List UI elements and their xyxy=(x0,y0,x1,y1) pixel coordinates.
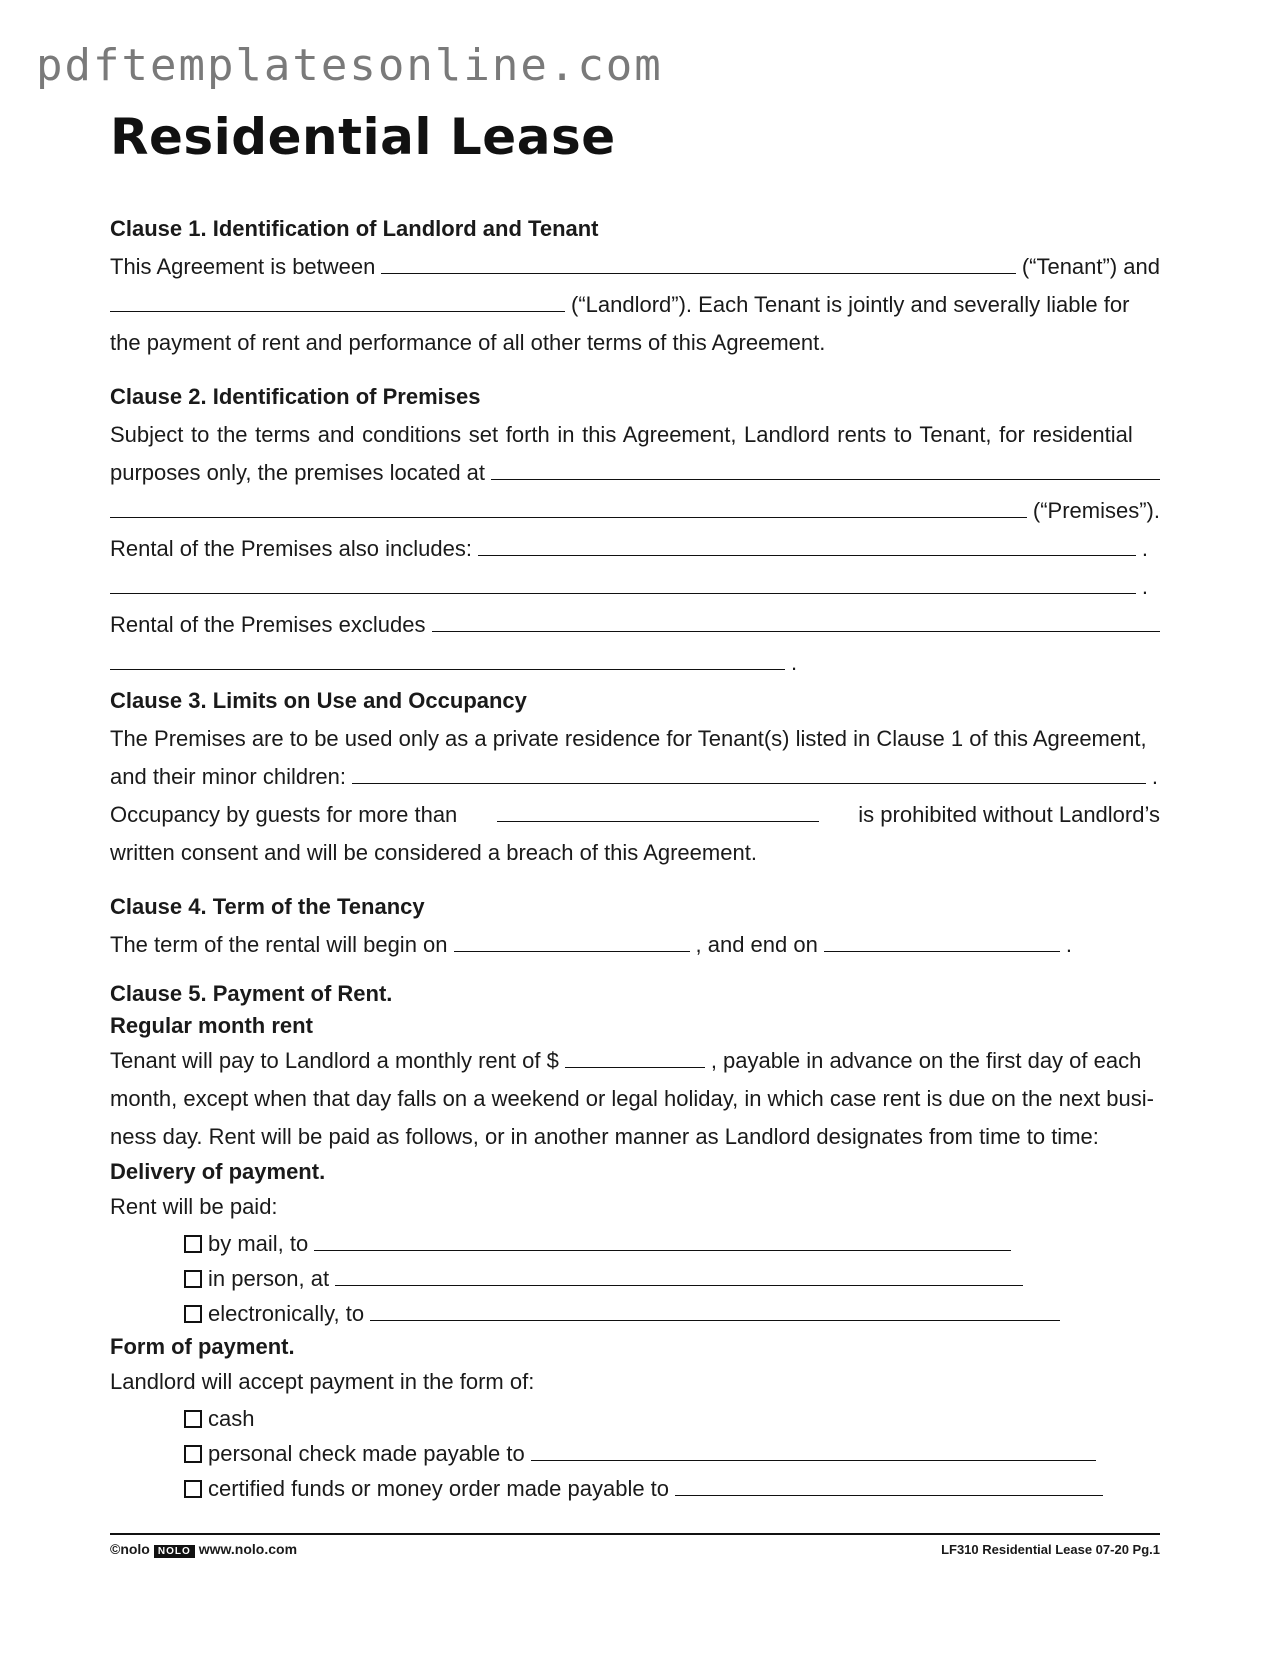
clause-2-text: Subject to the terms and conditions set forth in this Agreement, Landlord rents to Tenant, for residential xyxy=(110,422,1133,447)
excludes-field[interactable] xyxy=(432,609,1161,632)
clause-1-text: This Agreement is between xyxy=(110,254,376,279)
term-start-field[interactable] xyxy=(454,929,690,952)
delivery-intro xyxy=(110,1188,1160,1226)
nolo-logo-badge: NOLO xyxy=(154,1545,195,1558)
certified-payee-field[interactable] xyxy=(675,1473,1103,1496)
clause-5-heading: Clause 5. Payment of Rent. xyxy=(110,981,393,1006)
term-end-field[interactable] xyxy=(824,929,1060,952)
electronic-address-field[interactable] xyxy=(370,1298,1060,1321)
clause-3-line-1 xyxy=(110,720,1160,758)
form-code: LF310 Residential Lease 07-20 Pg.1 xyxy=(941,1542,1160,1557)
footer-left xyxy=(110,1541,297,1558)
certified-checkbox[interactable] xyxy=(184,1480,202,1498)
clause-1-text: (“Tenant”) and xyxy=(1021,254,1160,279)
clause-3-line-3 xyxy=(110,796,1160,834)
clause-5-text: month, except when that day falls on a weekend or legal holiday, in which case rent is due on the next busi- xyxy=(110,1086,1154,1111)
watermark-text: pdftemplatesonline.com xyxy=(36,40,663,91)
form-intro xyxy=(110,1363,1160,1401)
clause-1-text: the payment of rent and performance of all other terms of this Agreement. xyxy=(110,330,826,355)
in-person-address-field[interactable] xyxy=(335,1263,1023,1286)
clause-1-line-1 xyxy=(110,248,1160,286)
clause-2-text: Rental of the Premises excludes xyxy=(110,612,426,637)
check-label: personal check made payable to xyxy=(208,1441,525,1466)
period: . xyxy=(1141,574,1148,599)
clause-2-line-5 xyxy=(110,568,1160,606)
delivery-intro-text: Rent will be paid: xyxy=(110,1194,278,1219)
period: . xyxy=(791,650,798,675)
premises-address-field[interactable] xyxy=(491,457,1160,480)
guest-limit-field[interactable] xyxy=(497,799,819,822)
clause-5-line-3 xyxy=(110,1118,1160,1156)
premises-address-field-2[interactable] xyxy=(110,495,1027,518)
clause-1-text: (“Landlord”). Each Tenant is jointly and severally liable for xyxy=(571,292,1130,317)
check-checkbox[interactable] xyxy=(184,1445,202,1463)
check-payee-field[interactable] xyxy=(531,1438,1096,1461)
clause-5-text: ness day. Rent will be paid as follows, or in another manner as Landlord designates from time to time: xyxy=(110,1124,1099,1149)
clause-2-line-1 xyxy=(110,416,1160,454)
delivery-option-mail xyxy=(110,1226,1160,1261)
clause-4-heading: Clause 4. Term of the Tenancy xyxy=(110,894,425,919)
form-subheading: Form of payment. xyxy=(110,1334,295,1359)
monthly-rent-field[interactable] xyxy=(565,1045,705,1068)
clause-3-text: is prohibited without Landlord’s xyxy=(858,802,1160,827)
clause-3-text: Occupancy by guests for more than xyxy=(110,802,458,827)
clause-5-line-1 xyxy=(110,1042,1160,1080)
electronic-checkbox[interactable] xyxy=(184,1305,202,1323)
form-option-certified xyxy=(110,1471,1160,1506)
clause-5-text: , payable in advance on the first day of each xyxy=(710,1048,1142,1073)
period: . xyxy=(1065,932,1072,957)
form-intro-text: Landlord will accept payment in the form of: xyxy=(110,1369,535,1394)
form-option-cash xyxy=(110,1401,1160,1436)
clause-3-line-4 xyxy=(110,834,1160,872)
cash-label: cash xyxy=(208,1406,255,1431)
in-person-checkbox[interactable] xyxy=(184,1270,202,1288)
clause-2-heading: Clause 2. Identification of Premises xyxy=(110,384,481,409)
landlord-name-field[interactable] xyxy=(110,289,565,312)
cash-checkbox[interactable] xyxy=(184,1410,202,1428)
period: . xyxy=(1151,764,1158,789)
clause-1-line-2 xyxy=(110,286,1160,324)
clause-5-line-2 xyxy=(110,1080,1160,1118)
clause-2-line-7 xyxy=(110,644,1160,682)
clause-2-text: (“Premises”). xyxy=(1032,498,1160,523)
electronic-label: electronically, to xyxy=(208,1301,365,1326)
clause-3-heading: Clause 3. Limits on Use and Occupancy xyxy=(110,688,527,713)
clause-1-heading: Clause 1. Identification of Landlord and Tenant xyxy=(110,216,599,241)
nolo-url-link[interactable]: www.nolo.com xyxy=(198,1541,298,1557)
clause-4-text: The term of the rental will begin on xyxy=(110,932,448,957)
excludes-field-2[interactable] xyxy=(110,647,785,670)
delivery-option-person xyxy=(110,1261,1160,1296)
certified-label: certified funds or money order made payable to xyxy=(208,1476,670,1501)
regular-rent-subheading: Regular month rent xyxy=(110,1013,313,1038)
clause-2-line-3 xyxy=(110,492,1160,530)
mail-label: by mail, to xyxy=(208,1231,309,1256)
clause-2-line-4 xyxy=(110,530,1160,568)
page-footer xyxy=(110,1533,1160,1558)
clause-1-line-3 xyxy=(110,324,1160,362)
clause-2-text: purposes only, the premises located at xyxy=(110,460,486,485)
clause-3-text: written consent and will be considered a breach of this Agreement. xyxy=(110,840,757,865)
delivery-subheading: Delivery of payment. xyxy=(110,1159,326,1184)
tenant-name-field[interactable] xyxy=(381,251,1015,274)
clause-3-line-2 xyxy=(110,758,1160,796)
clause-2-text: Rental of the Premises also includes: xyxy=(110,536,472,561)
clause-2-line-6 xyxy=(110,606,1160,644)
form-option-check xyxy=(110,1436,1160,1471)
includes-field-2[interactable] xyxy=(110,571,1136,594)
copyright-text: ©nolo xyxy=(110,1541,150,1557)
in-person-label: in person, at xyxy=(208,1266,330,1291)
mail-address-field[interactable] xyxy=(314,1228,1011,1251)
clause-3-text: The Premises are to be used only as a private residence for Tenant(s) listed in Clause 1 of this Agreement, xyxy=(110,726,1147,751)
mail-checkbox[interactable] xyxy=(184,1235,202,1253)
minor-children-field[interactable] xyxy=(352,761,1146,784)
clause-4-text: , and end on xyxy=(695,932,818,957)
clause-2-line-2 xyxy=(110,454,1160,492)
page-title: Residential Lease xyxy=(110,108,616,166)
delivery-option-electronic xyxy=(110,1296,1160,1331)
includes-field[interactable] xyxy=(478,533,1136,556)
lease-body xyxy=(110,210,1160,1506)
period: . xyxy=(1141,536,1148,561)
clause-3-text: and their minor children: xyxy=(110,764,347,789)
clause-4-line-1 xyxy=(110,926,1160,964)
clause-5-text: Tenant will pay to Landlord a monthly rent of $ xyxy=(110,1048,559,1073)
